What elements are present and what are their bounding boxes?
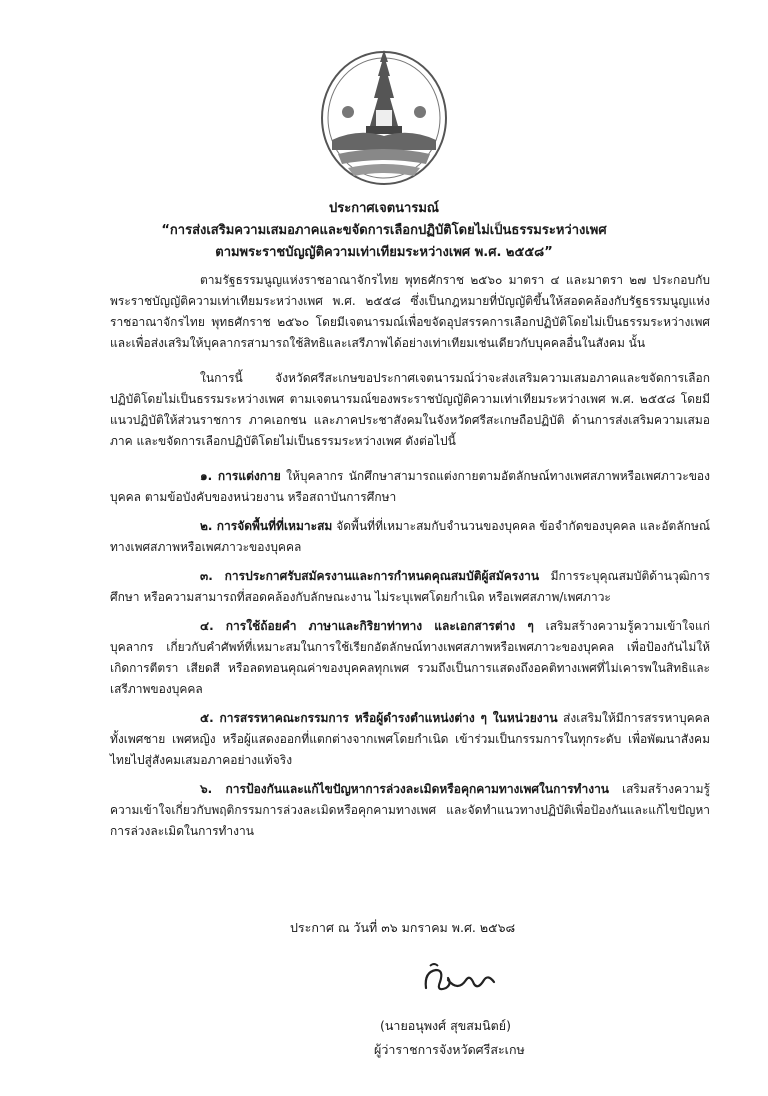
guideline-heading: ๓. การประกาศรับสมัครงานและการกำหนดคุณสมบัติผู้สมัครงาน — [200, 569, 540, 583]
signer-name: (นายอนุพงศ์ สุขสมนิตย์) — [380, 1018, 511, 1033]
guideline-item-4 — [110, 616, 710, 700]
guideline-item-1 — [110, 466, 710, 508]
title-line-2: “การส่งเสริมความเสมอภาคและขจัดการเลือกปฏิบัติโดยไม่เป็นธรรมระหว่างเพศ — [161, 223, 607, 238]
guideline-text: เสริมสร้างความรู้ความเข้าใจแก่บุคลากร เกี่ยวกับคำศัพท์ที่เหมาะสมในการใช้เรียกอัตลักษณ์ทางเพศสภาพหรือเพศภาวะของบุคคล เพื่อป้องกันไม่ให้เกิดการตีตรา เสียดสี หรือลดทอนคุณค่าของบุคคลทุกเพศ รวมถึงเป็นการแสดงถึงอคติทางเพศที่ไม่เคารพในสิทธิและเสรีภาพของบุคคล — [110, 619, 710, 696]
title-line-3: ตามพระราชบัญญัติความเท่าเทียมระหว่างเพศ พ.ศ. ๒๕๕๘” — [215, 245, 553, 260]
guideline-heading: ๔. การใช้ถ้อยคำ ภาษาและกิริยาท่าทาง และเอกสารต่าง ๆ — [200, 619, 534, 633]
guideline-heading: ๖. การป้องกันและแก้ไขปัญหาการล่วงละเมิดหรือคุกคามทางเพศในการทำงาน — [200, 782, 610, 796]
guideline-text: ให้บุคลากร นักศึกษาสามารถแต่งกายตามอัตลักษณ์ทางเพศสภาพหรือเพศภาวะของบุคคล ตามข้อบังคับของหน่วยงาน หรือสถาบันการศึกษา — [110, 469, 710, 504]
guideline-item-2 — [110, 516, 710, 558]
provincial-seal-icon — [318, 40, 450, 190]
guideline-text: มีการระบุคุณสมบัติด้านวุฒิการศึกษา หรือความสามารถที่สอดคล้องกับลักษณะงาน ไม่ระบุเพศโดยกำเนิด หรือเพศสภาพ/เพศภาวะ — [110, 569, 711, 604]
announcement-date: ประกาศ ณ วันที่ ๓๖ มกราคม พ.ศ. ๒๕๖๘ — [290, 920, 516, 935]
guideline-item-3 — [110, 566, 710, 608]
guideline-text: ส่งเสริมให้มีการสรรหาบุคคลทั้งเพศชาย เพศหญิง หรือผู้แสดงออกที่แตกต่างจากเพศโดยกำเนิด เข้าร่วมเป็นกรรมการในทุกระดับ เพื่อพัฒนาสังคมไทยไปสู่สังคมเสมอภาคอย่างแท้จริง — [110, 711, 710, 767]
guideline-item-6 — [110, 779, 710, 842]
guideline-text: เสริมสร้างความรู้ ความเข้าใจเกี่ยวกับพฤติกรรมการล่วงละเมิดหรือคุกคามทางเพศ และจัดทำแนวทางปฏิบัติเพื่อป้องกันและแก้ไขปัญหาการล่วงละเมิดในการทำงาน — [110, 782, 710, 838]
guideline-item-5 — [110, 708, 710, 771]
guideline-heading: ๕. การสรรหาคณะกรรมการ หรือผู้ดำรงตำแหน่งต่าง ๆ ในหน่วยงาน — [200, 711, 558, 725]
signer-title: ผู้ว่าราชการจังหวัดศรีสะเกษ — [374, 1042, 525, 1057]
guideline-heading: ๑. การแต่งกาย — [200, 469, 281, 483]
announcement-title — [100, 198, 668, 264]
title-line-1: ประกาศเจตนารมณ์ — [329, 201, 439, 216]
guideline-text: จัดพื้นที่ที่เหมาะสมกับจำนวนของบุคคล ข้อจำกัดของบุคคล และอัตลักษณ์ทางเพศสภาพหรือเพศภาวะของบุคคล — [110, 519, 710, 554]
body-paragraph-2: ในการนี้ จังหวัดศรีสะเกษขอประกาศเจตนารมณ์ว่าจะส่งเสริมความเสมอภาคและขจัดการเลือกปฏิบัติโดยไม่เป็นธรรมระหว่างเพศ ตามเจตนารมณ์ของพระราชบัญญัติความเท่าเทียมระหว่างเพศ พ.ศ. ๒๕๕๘ โดยมีแนวปฏิบัติให้ส่วนราชการ ภาคเอกชน และภาคประชาสังคมในจังหวัดศรีสะเกษถือปฏิบัติ ด้านการส่งเสริมความเสมอภาค และขจัดการเลือกปฏิบัติโดยไม่เป็นธรรมระหว่างเพศ ดังต่อไปนี้ — [110, 371, 710, 448]
handwritten-signature-icon — [418, 958, 508, 1000]
guideline-heading: ๒. การจัดพื้นที่ที่เหมาะสม — [200, 519, 333, 533]
body-paragraph-1: ตามรัฐธรรมนูญแห่งราชอาณาจักรไทย พุทธศักราช ๒๕๖๐ มาตรา ๔ และมาตรา ๒๗ ประกอบกับพระราชบัญญัติความเท่าเทียมระหว่างเพศ พ.ศ. ๒๕๕๘ ซึ่งเป็นกฎหมายที่บัญญัติขึ้นให้สอดคล้องกับรัฐธรรมนูญแห่งราชอาณาจักรไทย พุทธศักราช ๒๕๖๐ โดยมีเจตนารมณ์เพื่อขจัดอุปสรรคการเลือกปฏิบัติโดยไม่เป็นธรรมระหว่างเพศ และเพื่อส่งเสริมให้บุคลากรสามารถใช้สิทธิและเสรีภาพได้อย่างเท่าเทียมเช่นเดียวกับบุคคลอื่นในสังคม นั้น — [110, 273, 710, 350]
announcement-body — [110, 270, 710, 850]
